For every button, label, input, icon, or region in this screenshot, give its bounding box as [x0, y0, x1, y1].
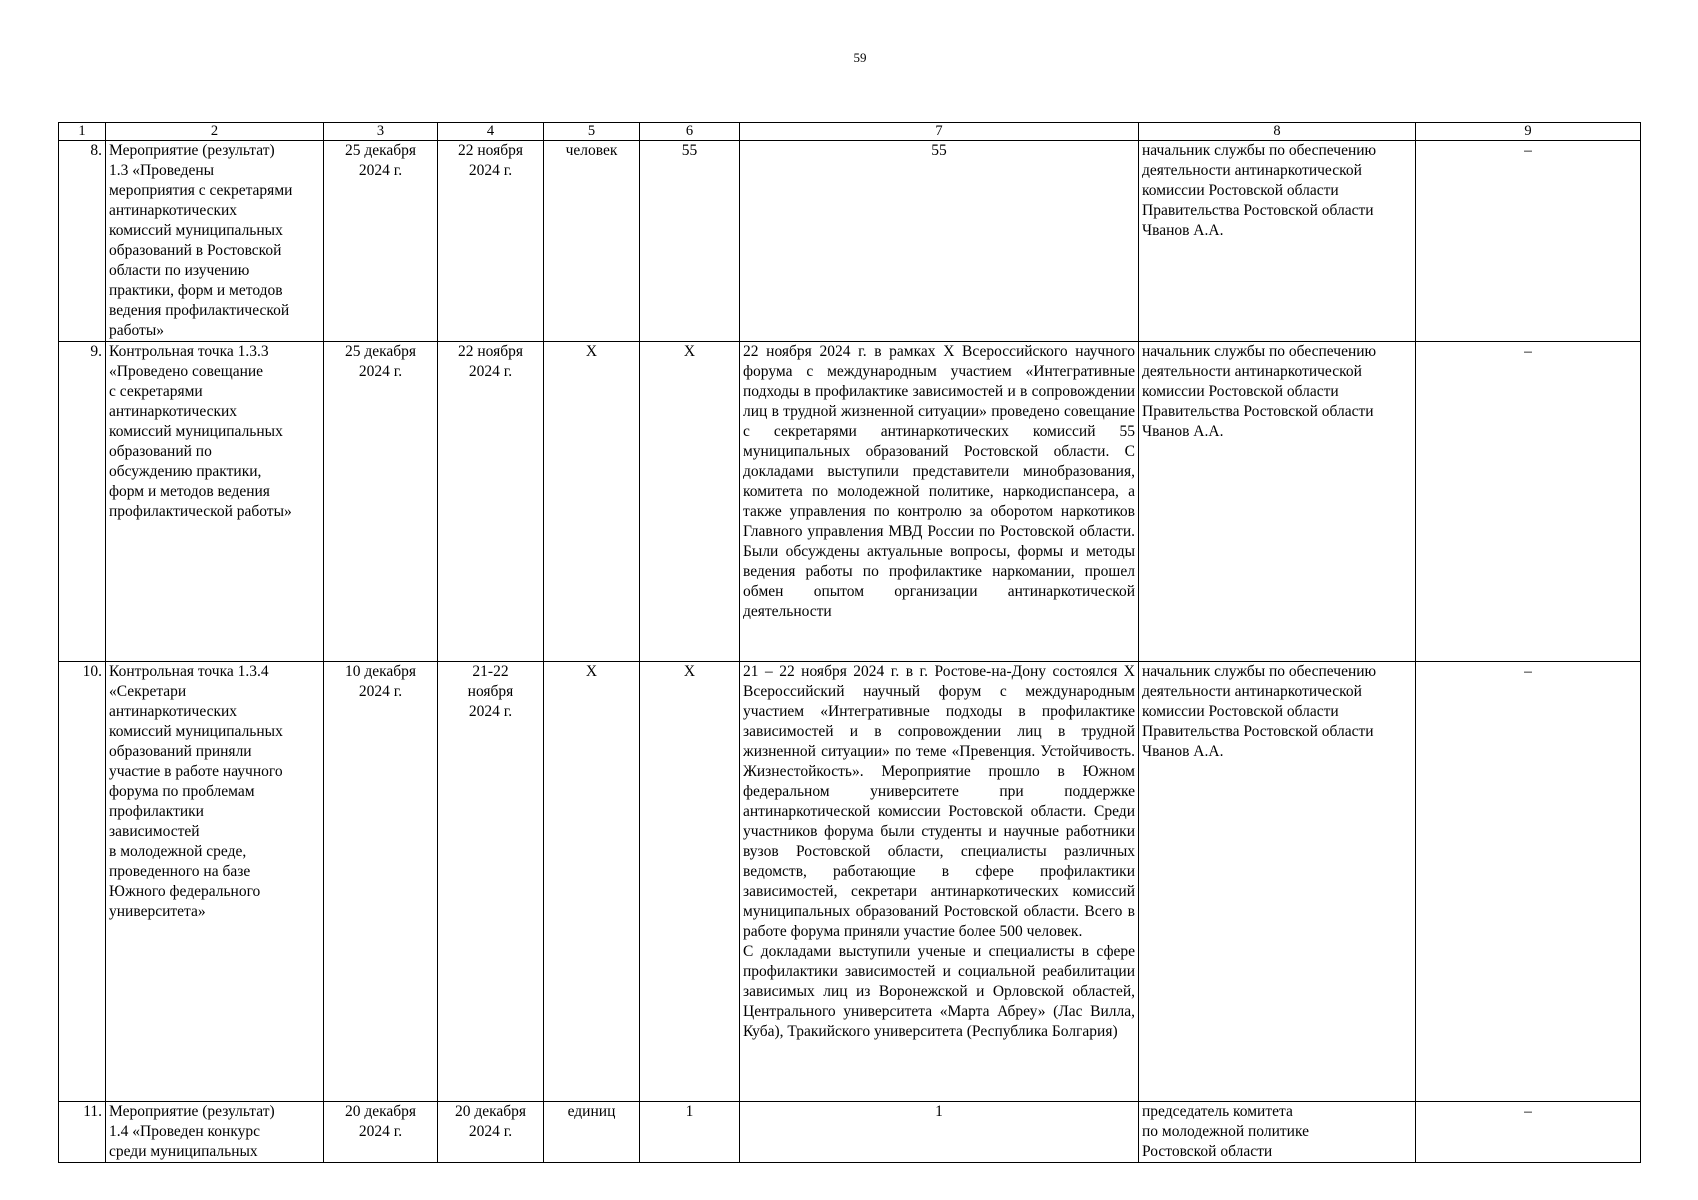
unit: Х	[544, 342, 640, 662]
table-row	[59, 1102, 1641, 1163]
fact-date: 22 ноября 2024 г.	[438, 141, 544, 342]
event-name: Мероприятие (результат) 1.4 «Проведен конкурс среди муниципальных	[106, 1102, 324, 1163]
header-cell-5: 5	[544, 123, 640, 141]
plan-value: 1	[640, 1102, 740, 1163]
plan-date: 25 декабря 2024 г.	[324, 141, 438, 342]
plan-date: 25 декабря 2024 г.	[324, 342, 438, 662]
responsible-person: начальник службы по обеспечению деятельности антинаркотической комиссии Ростовской области Правительства Ростовской области Чванов А.А.	[1139, 342, 1416, 662]
responsible-person: начальник службы по обеспечению деятельности антинаркотической комиссии Ростовской области Правительства Ростовской области Чванов А.А.	[1139, 662, 1416, 1102]
note: –	[1416, 141, 1641, 342]
header-cell-8: 8	[1139, 123, 1416, 141]
event-name: Мероприятие (результат) 1.3 «Проведены мероприятия с секретарями антинаркотических комиссий муниципальных образований в Ростовской области по изучению практики, форм и методов ведения профилактической работы»	[106, 141, 324, 342]
responsible-person: председатель комитета по молодежной политике Ростовской области	[1139, 1102, 1416, 1163]
table-header-row	[59, 123, 1641, 141]
header-cell-4: 4	[438, 123, 544, 141]
plan-value: 55	[640, 141, 740, 342]
note: –	[1416, 342, 1641, 662]
unit: Х	[544, 662, 640, 1102]
header-cell-2: 2	[106, 123, 324, 141]
fact-date: 20 декабря 2024 г.	[438, 1102, 544, 1163]
row-number: 11.	[59, 1102, 106, 1163]
note: –	[1416, 1102, 1641, 1163]
header-cell-6: 6	[640, 123, 740, 141]
fact-value: 1	[740, 1102, 1139, 1163]
header-cell-9: 9	[1416, 123, 1641, 141]
page-number: 59	[853, 50, 867, 65]
fact-date: 22 ноября 2024 г.	[438, 342, 544, 662]
unit: единиц	[544, 1102, 640, 1163]
event-name: Контрольная точка 1.3.3 «Проведено совещание с секретарями антинаркотических комиссий муниципальных образований по обсуждению практики, форм и методов ведения профилактической работы»	[106, 342, 324, 662]
plan-date: 10 декабря 2024 г.	[324, 662, 438, 1102]
fact-value: 21 – 22 ноября 2024 г. в г. Ростове-на-Дону состоялся Х Всероссийский научный форум с международным участием «Интегративные подходы в профилактике зависимостей и в сопровождении лиц в трудной жизненной ситуации» по теме «Превенция. Устойчивость. Жизнестойкость». Мероприятие прошло в Южном федеральном университете при поддержке антинаркотической комиссии Ростовской области. Среди участников форума были студенты и научные работники вузов Ростовской области, специалисты различных ведомств, работающие в сфере профилактики зависимостей, секретари антинаркотических комиссий муниципальных образований Ростовской области. Всего в работе форума приняли участие более 500 человек.	[743, 663, 1135, 940]
table-row	[59, 662, 1641, 1102]
plan-date: 20 декабря 2024 г.	[324, 1102, 438, 1163]
event-name: Контрольная точка 1.3.4 «Секретари антинаркотических комиссий муниципальных образований приняли участие в работе научного форума по проблемам профилактики зависимостей в молодежной среде, проведенного на базе Южного федерального университета»	[106, 662, 324, 1102]
plan-value: Х	[640, 342, 740, 662]
report-table	[58, 122, 1641, 1163]
responsible-person: начальник службы по обеспечению деятельности антинаркотической комиссии Ростовской области Правительства Ростовской области Чванов А.А.	[1139, 141, 1416, 342]
fact-value: 55	[740, 141, 1139, 342]
row-number: 10.	[59, 662, 106, 1102]
row-number: 9.	[59, 342, 106, 662]
table-row	[59, 141, 1641, 342]
plan-value: Х	[640, 662, 740, 1102]
unit: человек	[544, 141, 640, 342]
fact-value-cell	[740, 662, 1139, 1102]
fact-value: 22 ноября 2024 г. в рамках Х Всероссийского научного форума с международным участием «Интегративные подходы в профилактике зависимостей и в сопровождении лиц в трудной жизненной ситуации» проведено совещание с секретарями антинаркотических комиссий 55 муниципальных образований Ростовской области. С докладами выступили представители минобразования, комитета по молодежной политике, наркодиспансера, а также управления по контролю за оборотом наркотиков Главного управления МВД России по Ростовской области. Были обсуждены актуальные вопросы, формы и методы ведения работы по профилактике наркомании, прошел обмен опытом организации антинаркотической деятельности	[740, 342, 1139, 662]
header-cell-7: 7	[740, 123, 1139, 141]
header-cell-3: 3	[324, 123, 438, 141]
fact-date: 21-22 ноября 2024 г.	[438, 662, 544, 1102]
table-row	[59, 342, 1641, 662]
note: –	[1416, 662, 1641, 1102]
header-cell-1: 1	[59, 123, 106, 141]
fact-value-continued: С докладами выступили ученые и специалисты в сфере профилактики зависимостей и социальной реабилитации зависимых лиц из Воронежской и Орловской областей, Центрального университета «Марта Абреу» (Лас Вилла, Куба), Тракийского университета (Республика Болгария)	[743, 943, 1135, 1040]
row-number: 8.	[59, 141, 106, 342]
